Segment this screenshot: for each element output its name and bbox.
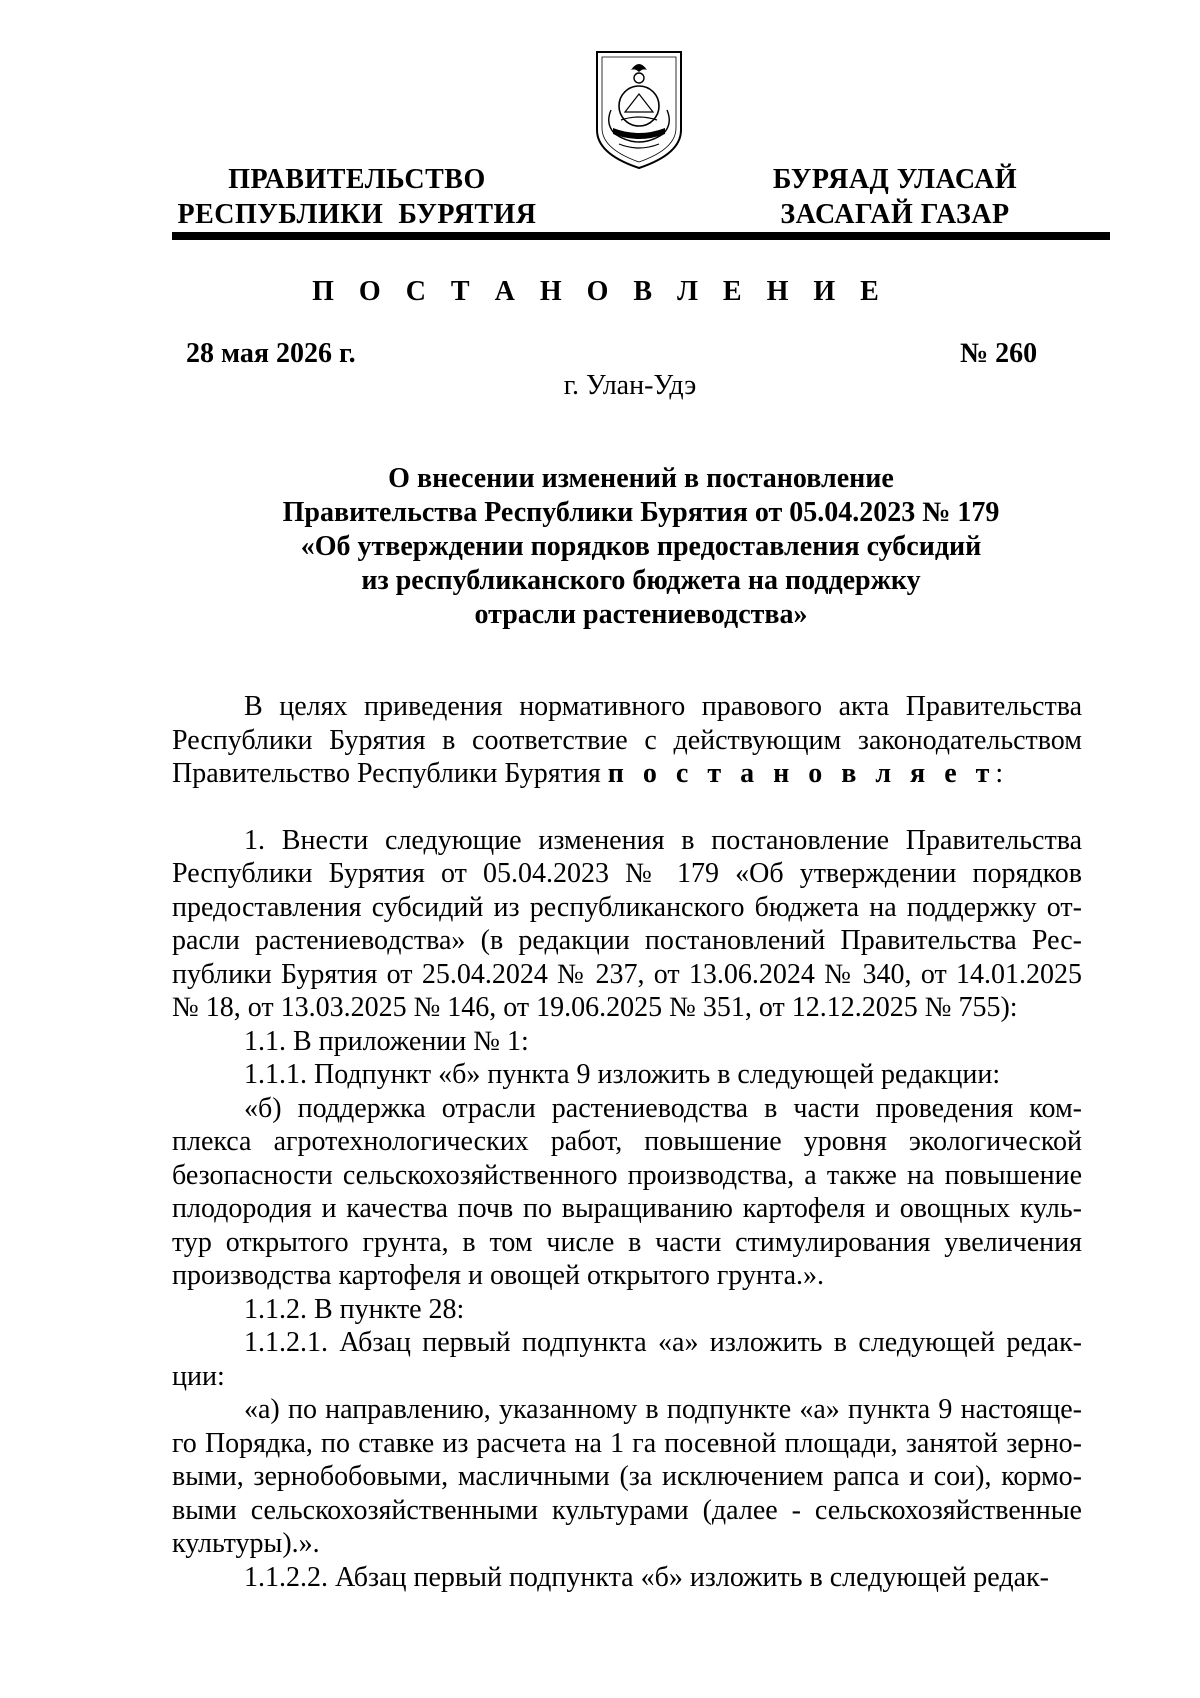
- paragraph-1-1: 1.1. В приложении № 1:: [244, 1025, 529, 1057]
- title-line-3: «Об утверждении порядков предоставления субсидий: [300, 531, 982, 562]
- title-line-4: из республиканского бюджета на поддержку: [361, 565, 921, 596]
- paragraph-quote-a: «а) по направлению, указанному в подпункте «а» пункта 9 настояще-го Порядка, по ставке из расчета на 1 га посевной площади, занятой зерно-выми, зернобобовыми, масличными (за исключением рапса и сои), кормо-выми сельскохозяйственными культурами (далее - сельскохозяйственные культуры).».: [172, 1394, 1082, 1559]
- government-name-buryat: [745, 162, 1045, 232]
- document-number: № 260: [960, 338, 1038, 369]
- government-name-line-2: РЕСПУБЛИКИ БУРЯТИЯ: [177, 199, 537, 230]
- document-date: 28 мая 2026 г.: [186, 338, 356, 369]
- preamble-end: :: [995, 758, 1004, 789]
- decree-word: п о с т а н о в л я е т: [607, 758, 996, 789]
- document-type: П О С Т А Н О В Л Е Н И Е: [312, 276, 888, 307]
- government-name-russian: [172, 162, 542, 232]
- document-body: [172, 690, 1082, 1594]
- paragraph-1-1-1: 1.1.1. Подпункт «б» пункта 9 изложить в следующей редакции:: [244, 1059, 1001, 1090]
- title-line-5: отрасли растениеводства»: [474, 599, 808, 630]
- preamble-paragraph: [172, 690, 1082, 791]
- document-title: [172, 462, 1110, 632]
- title-line-2: Правительства Республики Бурятия от 05.04.2023 № 179: [282, 497, 1000, 528]
- government-name-line-1: ПРАВИТЕЛЬСТВО: [228, 164, 486, 195]
- paragraph-quote-b: «б) поддержка отрасли растениеводства в части проведения ком-плекса агротехнологических работ, повышение уровня экологической безопасности сельскохозяйственного производства, а также на повышение плодородия и качества почв по выращиванию картофеля и овощных куль-тур открытого грунта, в том числе в части стимулирования увеличения производства картофеля и овощей открытого грунта.».: [172, 1092, 1082, 1291]
- paragraph-1: 1. Внести следующие изменения в постановление Правительства Республики Бурятия от 05.04.2023 № 179 «Об утверждении порядков предоставления субсидий из республиканского бюджета на поддержку от-расли растениеводства» (в редакции постановлений Правительства Рес-публики Бурятия от 25.04.2024 № 237, от 13.06.2024 № 340, от 14.01.2025 № 18, от 13.03.2025 № 146, от 19.06.2025 № 351, от 12.12.2025 № 755):: [172, 824, 1082, 1023]
- paragraph-1-1-2-1: 1.1.2.1. Абзац первый подпункта «а» изложить в следующей редак-ции:: [172, 1327, 1082, 1392]
- coat-of-arms-emblem: [591, 48, 687, 172]
- document-city: г. Улан-Удэ: [563, 370, 697, 401]
- paragraph-1-1-2: 1.1.2. В пункте 28:: [244, 1293, 465, 1325]
- government-name-buryat-line-2: ЗАСАГАЙ ГАЗАР: [780, 199, 1010, 230]
- header-divider: [172, 232, 1110, 240]
- government-name-buryat-line-1: БУРЯАД УЛАСАЙ: [772, 164, 1018, 195]
- paragraph-1-1-2-2: 1.1.2.2. Абзац первый подпункта «б» изложить в следующей редак-: [244, 1561, 1049, 1593]
- preamble-text: В целях приведения нормативного правового акта Правительства Республики Бурятия в соответствие с действующим законодательством Правительство Республики Бурятия: [172, 691, 1082, 789]
- title-line-1: О внесении изменений в постановление: [388, 463, 894, 494]
